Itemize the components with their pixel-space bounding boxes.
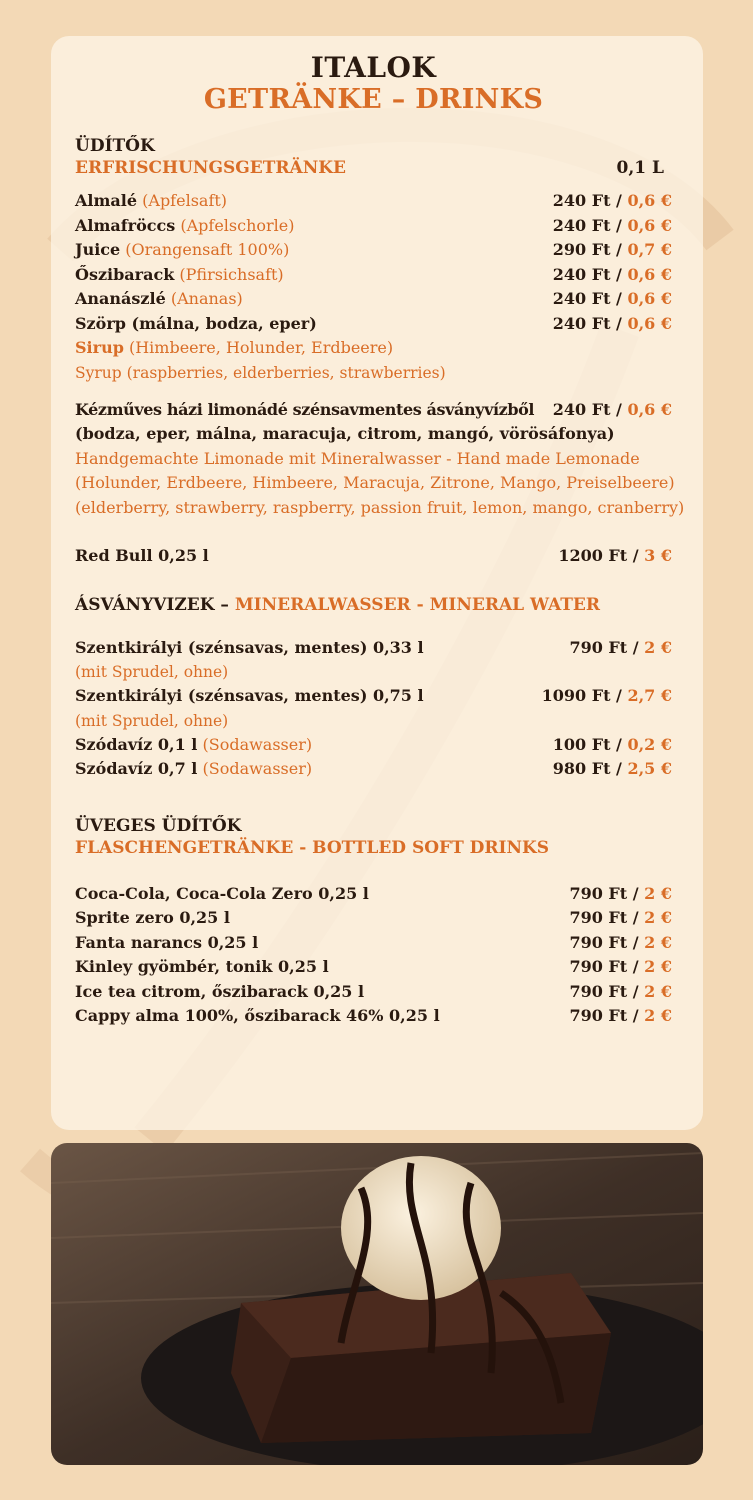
menu-item (75, 238, 672, 263)
item-price-eur: 2,5 € (627, 759, 672, 778)
item-name: Ice tea citrom, őszibarack 0,25 l (75, 981, 365, 1001)
item-price-eur: 2 € (644, 637, 672, 657)
menu-item (75, 882, 672, 907)
menu-item (75, 312, 672, 337)
item-price: 790 Ft / (569, 883, 639, 903)
item-price: 240 Ft / (552, 215, 622, 235)
item-name: Szódavíz 0,7 l (75, 759, 198, 778)
menu-item (75, 906, 672, 931)
mineral-water-section (75, 594, 672, 782)
item-translation: (Pfirsichsaft) (179, 264, 284, 284)
volume-label: 0,1 L (616, 158, 664, 178)
item-name: Almalé (75, 191, 138, 210)
item-name: Szódavíz 0,1 l (75, 734, 198, 754)
item-name: Fanta narancs 0,25 l (75, 932, 259, 952)
item-name: Kinley gyömbér, tonik 0,25 l (75, 957, 329, 976)
item-translation: (Sodawasser) (202, 734, 313, 754)
item-price-eur: 0,6 € (627, 191, 672, 210)
item-price-eur: 2 € (644, 883, 672, 903)
menu-item (75, 189, 672, 214)
item-price: 240 Ft / (552, 399, 622, 419)
item-name: Ananászlé (75, 289, 166, 308)
sirup-translation-de (75, 336, 672, 361)
item-name: Szentkirályi (szénsavas, mentes) 0,75 l (75, 686, 424, 705)
item-price-eur: 3 € (644, 546, 672, 565)
menu-item (75, 931, 672, 956)
lemonade-section (75, 398, 685, 521)
item-price-eur: 0,6 € (627, 399, 672, 419)
item-name: Coca-Cola, Coca-Cola Zero 0,25 l (75, 883, 369, 903)
lemonade-flavors-de: (Holunder, Erdbeere, Himbeere, Maracuja, Zitrone, Mango, Preiselbeere) (75, 473, 675, 492)
redbull-section (75, 544, 672, 569)
item-price: 240 Ft / (552, 264, 622, 284)
item-price: 980 Ft / (552, 759, 622, 778)
menu-item (75, 980, 672, 1005)
sirup-translation-en: Syrup (raspberries, elderberries, strawberries) (75, 363, 446, 382)
mineral-water-list (75, 636, 672, 782)
lemonade-flavors-en: (elderberry, strawberry, raspberry, passion fruit, lemon, mango, cranberry) (75, 497, 685, 517)
bottled-drinks-section (75, 815, 672, 1029)
item-price-eur: 2 € (644, 932, 672, 952)
item-price: 790 Ft / (569, 981, 639, 1001)
item-name: Szörp (málna, bodza, eper) (75, 313, 317, 333)
menu-content (75, 51, 685, 1029)
item-name: Őszibarack (75, 264, 175, 284)
item-price-eur: 0,6 € (627, 264, 672, 284)
menu-item (75, 733, 672, 758)
menu-item (75, 287, 672, 312)
item-price-eur: 0,6 € (627, 289, 672, 308)
item-price-eur: 0,7 € (627, 240, 672, 259)
dessert-photo (51, 1143, 703, 1465)
sirup-label: Sirup (75, 338, 124, 357)
soft-drinks-section (75, 135, 672, 385)
soft-drinks-list (75, 189, 672, 385)
item-price-eur: 2 € (644, 1006, 672, 1025)
menu-item (75, 398, 672, 423)
item-name: Sprite zero 0,25 l (75, 908, 230, 927)
item-name: Cappy alma 100%, őszibarack 46% 0,25 l (75, 1006, 440, 1025)
item-name: Szentkirályi (szénsavas, mentes) 0,33 l (75, 637, 424, 657)
bottled-heading-translation: FLASCHENGETRÄNKE - BOTTLED SOFT DRINKS (75, 837, 550, 858)
item-name: Kézműves házi limonádé szénsavmentes ásványvízből (75, 399, 535, 419)
item-price: 240 Ft / (552, 289, 622, 308)
menu-item (75, 544, 672, 569)
item-price: 290 Ft / (552, 240, 622, 259)
menu-item (75, 955, 672, 980)
item-note: (mit Sprudel, ohne) (75, 711, 229, 730)
item-name: Red Bull 0,25 l (75, 546, 209, 565)
brownie-ice-cream-illustration (51, 1143, 703, 1465)
item-price: 240 Ft / (552, 313, 622, 333)
soft-drinks-heading-hu: ÜDÍTŐK (75, 136, 155, 156)
page-title: ITALOK (310, 51, 437, 84)
item-price: 790 Ft / (569, 1006, 639, 1025)
item-translation: (Ananas) (170, 289, 243, 308)
bottled-drinks-list (75, 882, 672, 1029)
page-subtitle: GETRÄNKE – DRINKS (203, 84, 544, 115)
lemonade-title-de-en: Handgemachte Limonade mit Mineralwasser - Hand made Lemonade (75, 448, 640, 468)
item-price-eur: 2 € (644, 908, 672, 927)
lemonade-flavors-hu: (bodza, eper, málna, maracuja, citrom, mangó, vörösáfonya) (75, 424, 615, 443)
item-translation: (Apfelschorle) (180, 215, 295, 235)
item-price-eur: 2 € (644, 957, 672, 976)
item-price: 100 Ft / (552, 734, 622, 754)
item-translation: (Orangensaft 100%) (125, 240, 290, 259)
mineral-water-heading (75, 594, 672, 616)
item-translation: (Sodawasser) (202, 759, 313, 778)
item-price: 1200 Ft / (558, 546, 639, 565)
item-price: 790 Ft / (569, 957, 639, 976)
item-translation: (Apfelsaft) (142, 191, 228, 210)
menu-item (75, 1004, 672, 1029)
sirup-flavors-de: (Himbeere, Holunder, Erdbeere) (128, 338, 394, 357)
item-price: 790 Ft / (569, 908, 639, 927)
item-price: 1090 Ft / (541, 686, 622, 705)
item-name: Juice (75, 240, 121, 259)
item-price: 790 Ft / (569, 637, 639, 657)
menu-item (75, 263, 672, 288)
item-price: 790 Ft / (569, 932, 639, 952)
item-price-eur: 2 € (644, 981, 672, 1001)
menu-item (75, 214, 672, 239)
item-price-eur: 2,7 € (627, 686, 672, 705)
mineral-heading-translation: MINERALWASSER - MINERAL WATER (234, 594, 601, 615)
bottled-heading-hu: ÜVEGES ÜDÍTŐK (75, 815, 242, 836)
item-price-eur: 0,6 € (627, 313, 672, 333)
item-name: Almafröccs (75, 215, 176, 235)
menu-item (75, 757, 672, 782)
item-price: 240 Ft / (552, 191, 622, 210)
mineral-heading-hu: ÁSVÁNYVIZEK – (75, 594, 229, 615)
item-price-eur: 0,2 € (627, 734, 672, 754)
soft-drinks-heading-de: ERFRISCHUNGSGETRÄNKE (75, 158, 346, 178)
item-note: (mit Sprudel, ohne) (75, 663, 229, 681)
item-price-eur: 0,6 € (627, 215, 672, 235)
menu-item (75, 636, 672, 661)
menu-item (75, 684, 672, 709)
